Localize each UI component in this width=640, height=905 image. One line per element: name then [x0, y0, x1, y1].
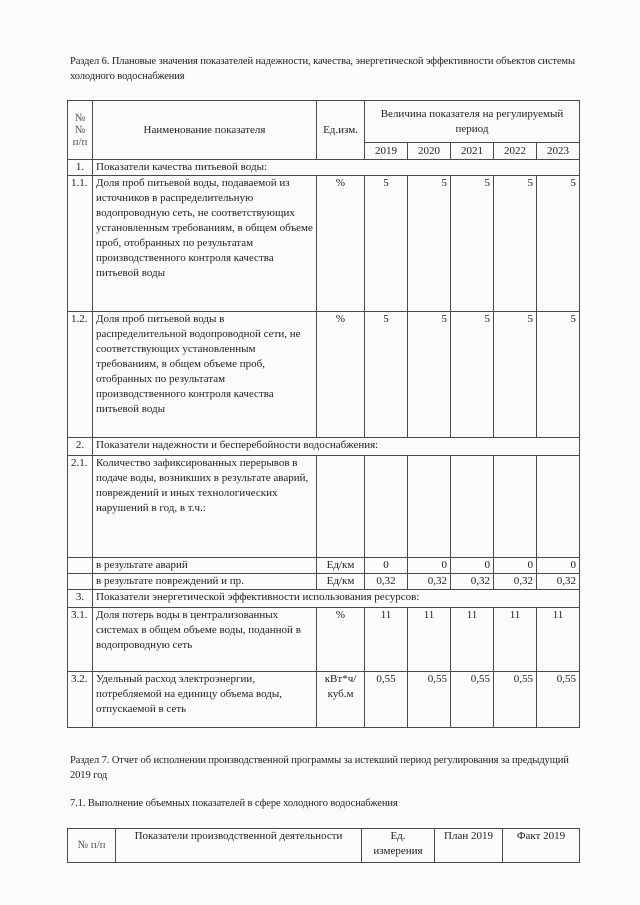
- header-name: Показатели производственной деятельности: [116, 829, 362, 863]
- row-value: 0: [494, 558, 537, 574]
- row-unit: Ед/км: [317, 574, 365, 590]
- header-year: 2019: [365, 143, 408, 160]
- row-num: [68, 558, 93, 574]
- row-value: 5: [451, 176, 494, 312]
- row-value: 0,55: [494, 672, 537, 728]
- row-value: 0,55: [451, 672, 494, 728]
- row-value: 5: [537, 312, 580, 438]
- row-value: 11: [451, 608, 494, 672]
- row-value: 11: [365, 608, 408, 672]
- header-num: № № п/п: [68, 101, 93, 160]
- row-unit: %: [317, 312, 365, 438]
- row-value: 0: [365, 558, 408, 574]
- header-year: 2022: [494, 143, 537, 160]
- header-year: 2023: [537, 143, 580, 160]
- group-num: 3.: [68, 590, 93, 608]
- header-num: № п/п: [68, 829, 116, 863]
- row-value: 5: [451, 312, 494, 438]
- row-value: [537, 456, 580, 558]
- header-period: Величина показателя на регулируемый период: [365, 101, 580, 143]
- row-name: Удельный расход электроэнергии, потребляемой на единицу объема воды, отпускаемой в сеть: [93, 672, 317, 728]
- row-num: 2.1.: [68, 456, 93, 558]
- row-num: 3.2.: [68, 672, 93, 728]
- row-value: 11: [494, 608, 537, 672]
- group-title: Показатели энергетической эффективности использования ресурсов:: [93, 590, 580, 608]
- row-value: [365, 456, 408, 558]
- header-year: 2020: [408, 143, 451, 160]
- row-name: Доля потерь воды в централизованных системах в общем объеме воды, поданной в водопроводную сеть: [93, 608, 317, 672]
- row-value: 5: [494, 176, 537, 312]
- row-value: [494, 456, 537, 558]
- row-value: 0,32: [537, 574, 580, 590]
- row-value: 0,32: [408, 574, 451, 590]
- row-value: [408, 456, 451, 558]
- row-value: 0,32: [494, 574, 537, 590]
- section-7-title: Раздел 7. Отчет об исполнении производственной программы за истекший период регулирования за предыдущий 2019 год: [70, 755, 569, 781]
- group-num: 2.: [68, 438, 93, 456]
- row-unit: %: [317, 608, 365, 672]
- row-num: 3.1.: [68, 608, 93, 672]
- row-name: Доля проб питьевой воды в распределительной водопроводной сети, не соответствующих установленным требованиям, в общем объеме проб, отобранных по результатам производственного контроля качества питьевой воды: [93, 312, 317, 438]
- row-value: 11: [408, 608, 451, 672]
- row-unit: кВт*ч/куб.м: [317, 672, 365, 728]
- row-value: 5: [537, 176, 580, 312]
- row-name: в результате аварий: [93, 558, 317, 574]
- header-plan: План 2019: [435, 829, 503, 863]
- planned-indicators-table: [67, 100, 580, 728]
- row-value: 0,55: [537, 672, 580, 728]
- row-name: в результате повреждений и пр.: [93, 574, 317, 590]
- row-value: 0: [451, 558, 494, 574]
- row-name: Количество зафиксированных перерывов в подаче воды, возникших в результате аварий, повреждений и иных технологических нарушений в год, в т.ч.:: [93, 456, 317, 558]
- header-unit: Ед.изм.: [317, 101, 365, 160]
- row-num: 1.1.: [68, 176, 93, 312]
- row-value: 5: [365, 312, 408, 438]
- row-value: 5: [365, 176, 408, 312]
- row-value: 11: [537, 608, 580, 672]
- row-unit: Ед/км: [317, 558, 365, 574]
- header-year: 2021: [451, 143, 494, 160]
- row-value: 0: [537, 558, 580, 574]
- subsection-7-1-title: 7.1. Выполнение объемных показателей в сфере холодного водоснабжения: [70, 798, 398, 809]
- group-title: Показатели надежности и бесперебойности водоснабжения:: [93, 438, 580, 456]
- volume-indicators-table: [67, 828, 580, 863]
- row-value: 0: [408, 558, 451, 574]
- row-num: [68, 574, 93, 590]
- row-unit: %: [317, 176, 365, 312]
- group-title: Показатели качества питьевой воды:: [93, 160, 580, 176]
- header-fact: Факт 2019: [503, 829, 580, 863]
- header-name: Наименование показателя: [93, 101, 317, 160]
- row-value: 0,55: [408, 672, 451, 728]
- row-value: 0,55: [365, 672, 408, 728]
- row-value: [451, 456, 494, 558]
- row-value: 0,32: [451, 574, 494, 590]
- row-unit: [317, 456, 365, 558]
- row-value: 0,32: [365, 574, 408, 590]
- header-unit: Ед. измерения: [362, 829, 435, 863]
- row-value: 5: [494, 312, 537, 438]
- row-num: 1.2.: [68, 312, 93, 438]
- row-value: 5: [408, 312, 451, 438]
- group-num: 1.: [68, 160, 93, 176]
- section-6-title: Раздел 6. Плановые значения показателей надежности, качества, энергетической эффективности объектов системы холодного водоснабжения: [70, 56, 575, 82]
- row-value: 5: [408, 176, 451, 312]
- row-name: Доля проб питьевой воды, подаваемой из источников в распределительную водопроводную сеть, не соответствующих установленным требованиям, в общем объеме проб, отобранных по результатам производственного контроля качества питьевой воды: [93, 176, 317, 312]
